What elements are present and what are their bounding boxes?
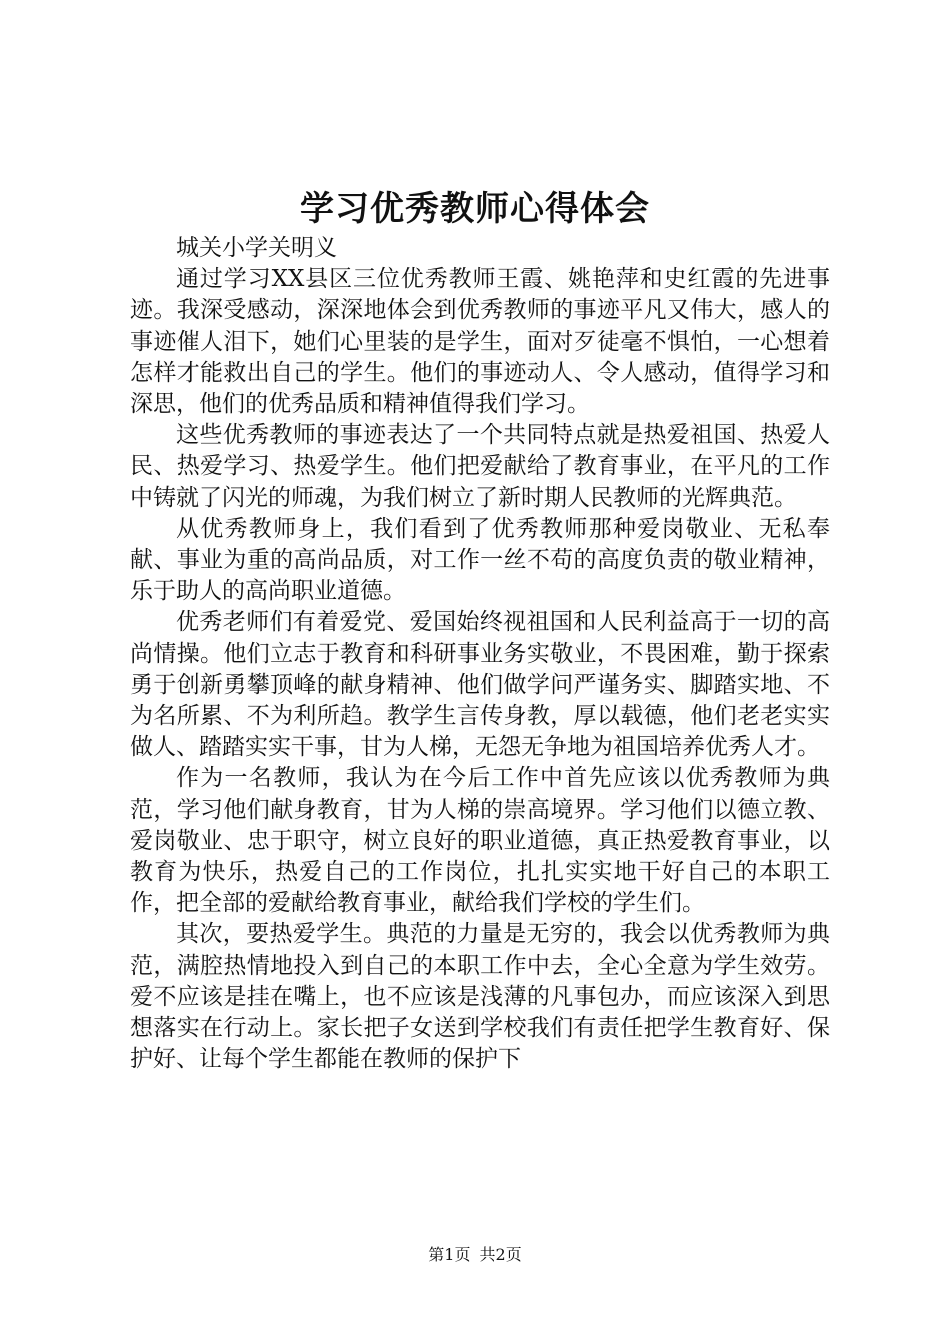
page-title: 学习优秀教师心得体会 (300, 189, 650, 229)
paragraph: 其次，要热爱学生。典范的力量是无穷的，我会以优秀教师为典范，满腔热情地投入到自己的本职工作中去，全心全意为学生效劳。爱不应该是挂在嘴上，也不应该是浅薄的凡事包办，而应该深入到思想落实在行动上。家长把子女送到学校我们有责任把学生教育好、保护好、让每个学生都能在教师的保护下 (130, 921, 830, 1073)
page-number: 第1页 (428, 1245, 471, 1264)
author-line: 城关小学关明义 (176, 235, 337, 261)
paragraph: 作为一名教师，我认为在今后工作中首先应该以优秀教师为典范，学习他们献身教育，甘为人梯的崇高境界。学习他们以德立教、爱岗敬业、忠于职守，树立良好的职业道德，真正热爱教育事业，以教育为快乐，热爱自己的工作岗位，扎扎实实地干好自己的本职工作，把全部的爱献给教育事业，献给我们学校的学生们。 (130, 765, 830, 917)
paragraph: 通过学习XX县区三位优秀教师王霞、姚艳萍和史红霞的先进事迹。我深受感动，深深地体会到优秀教师的事迹平凡又伟大，感人的事迹催人泪下，她们心里装的是学生，面对歹徒毫不惧怕，一心想着怎样才能救出自己的学生。他们的事迹动人、令人感动，值得学习和深思，他们的优秀品质和精神值得我们学习。 (130, 266, 830, 418)
paragraph: 从优秀教师身上，我们看到了优秀教师那种爱岗敬业、无私奉献、事业为重的高尚品质，对工作一丝不苟的高度负责的敬业精神，乐于助人的高尚职业道德。 (130, 515, 830, 605)
document-body (130, 233, 830, 1075)
paragraph: 优秀老师们有着爱党、爱国始终视祖国和人民利益高于一切的高尚情操。他们立志于教育和科研事业务实敬业，不畏困难，勤于探索勇于创新勇攀顶峰的献身精神、他们做学问严谨务实、脚踏实地、不为名所累、不为利所趋。教学生言传身教，厚以载德，他们老老实实做人、踏踏实实干事，甘为人梯，无怨无争地为祖国培养优秀人才。 (130, 609, 830, 761)
page-footer (0, 1243, 950, 1267)
paragraph: 这些优秀教师的事迹表达了一个共同特点就是热爱祖国、热爱人民、热爱学习、热爱学生。他们把爱献给了教育事业，在平凡的工作中铸就了闪光的师魂，为我们树立了新时期人民教师的光辉典范。 (130, 422, 830, 511)
page-total: 共2页 (479, 1245, 522, 1264)
